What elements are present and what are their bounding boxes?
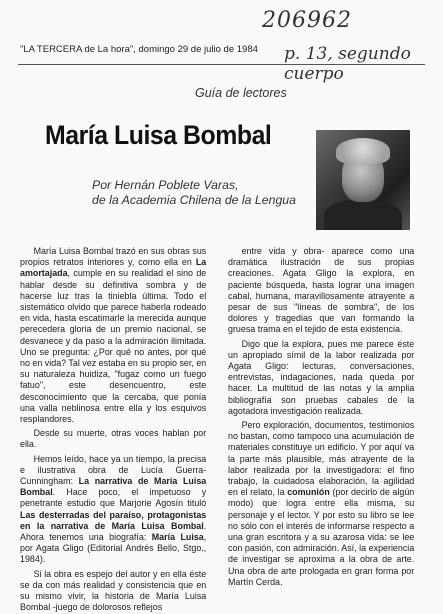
section-heading: Guía de lectores [195, 86, 287, 100]
text-run: , cumple en su realidad el sino de hablar desde su definitiva sombra y de hacerse luz tras la tiniebla última. Todo el sistemático olvido que parece haberla rodeado en vida, hasta escatimarle la merecida aunque perecedera gloria de un premio nacional, se desvanece y da paso a la admiración ilimitada. Uno se pregunta: ¿Por qué no antes, por qué no en vida? Tal vez estaba en su propio ser, en su naturaleza huidiza, "fugaz como un fuego fatuo", este desencuentro, este desconocimiento que la cercaba, que ponía una valla neblinosa entre ella y los esquivos resplandores. [20, 268, 207, 425]
text-run: Pero exploración, documentos, testimonios no bastan, como tampoco una acumulación de materiales constituye un edificio. Y por aquí va la parte más plausible, más atrayente de la labor realizada por la investigadora: el fino trabajo, la cuidadosa elaboración, la agilidad en el relato, la [228, 420, 415, 498]
bold-title-run: María Luisa [151, 532, 204, 543]
handwritten-archive-number: 206962 [262, 8, 352, 33]
article-column-left [20, 246, 206, 614]
bold-title-run: comunión [287, 487, 330, 498]
text-run: Digo que la explora, pues me parece éste un apropiado símil de la labor realizada por Agata Gligo: lecturas, conversaciones, entrevistas, indagaciones, nada queda por hacer. La multitud de las notas y la amplia bibliografía son pruebas cabales de la agotadora investigación realizada. [228, 338, 415, 416]
text-run: Desde su muerte, otras voces hablan por ella. [20, 428, 207, 450]
article-paragraph [228, 420, 414, 588]
byline-affiliation: de la Academia Chilena de la Lengua [92, 193, 296, 207]
text-run: Si la obra es espejo del autor y en ella éste se da con más realidad y consistencia que en su mismo vivir, la historia de María Luisa Bombal -juego de dolorosos reflejos [20, 568, 207, 613]
article-title: María Luisa Bombal [45, 120, 272, 150]
author-portrait-photo [316, 130, 410, 230]
text-run: María Luisa Bombal trazó en sus obras sus propios retratos interiores y, como ella en [20, 246, 207, 268]
text-run: , por Agata Gligo (Editorial Andrés Bello, Stgo., 1984). [20, 532, 207, 565]
article-paragraph [20, 428, 206, 450]
byline-author: Por Hernán Poblete Varas, [92, 178, 239, 192]
text-run: (por decirlo de algún modo) que logra entre ella misma, su personaje y el lector. Y por esto su libro se lee no sólo con el interés de informarse respecto a una gran escritora y a su azarosa vida: se lee con pasión, con admiración. Así, la experiencia de investigar se aproxima a la obra de arte. Una obra de arte prologada en gran forma por Martín Cerda. [228, 487, 415, 587]
bold-title-run: La narrativa de María Luisa Bombal [20, 476, 207, 498]
text-run: entre vida y obra- aparece como una dramática ilustración de sus propias creaciones. Agata Gligo la explora, en paciente búsqueda, hasta lograr una imagen cabal, humana, maravillosamente atrayente a pesar de sus "líneas de sombra", de los dolores y tragedias que van formando la gruesa trama en el tejido de esta existencia. [228, 246, 415, 335]
handwritten-page-note: p. 13, segundo cuerpo [284, 44, 411, 84]
newspaper-masthead: "LA TERCERA de La hora", domingo 29 de julio de 1984 [20, 44, 258, 55]
text-run: Hemos leído, hace ya un tiempo, la precisa e ilustrativa obra de Lucía Guerra-Cunningham: [20, 453, 207, 487]
byline [92, 178, 296, 208]
text-run: . Ahora tenemos una biografía: [20, 520, 207, 543]
article-paragraph [228, 246, 414, 336]
article-column-right [228, 246, 414, 588]
text-run: . Hace poco, el impetuoso y penetrante estudio que Marjorie Agosín tituló [20, 487, 207, 509]
article-paragraph [20, 454, 206, 566]
header-rule [18, 64, 425, 65]
article-paragraph [20, 569, 206, 614]
bold-title-run: Las desterradas del paraíso, protagonistas en la narrativa de María Luisa Bombal [20, 509, 207, 531]
article-paragraph [20, 246, 206, 425]
bold-title-run: La amortajada [20, 257, 207, 279]
article-paragraph [228, 339, 414, 417]
